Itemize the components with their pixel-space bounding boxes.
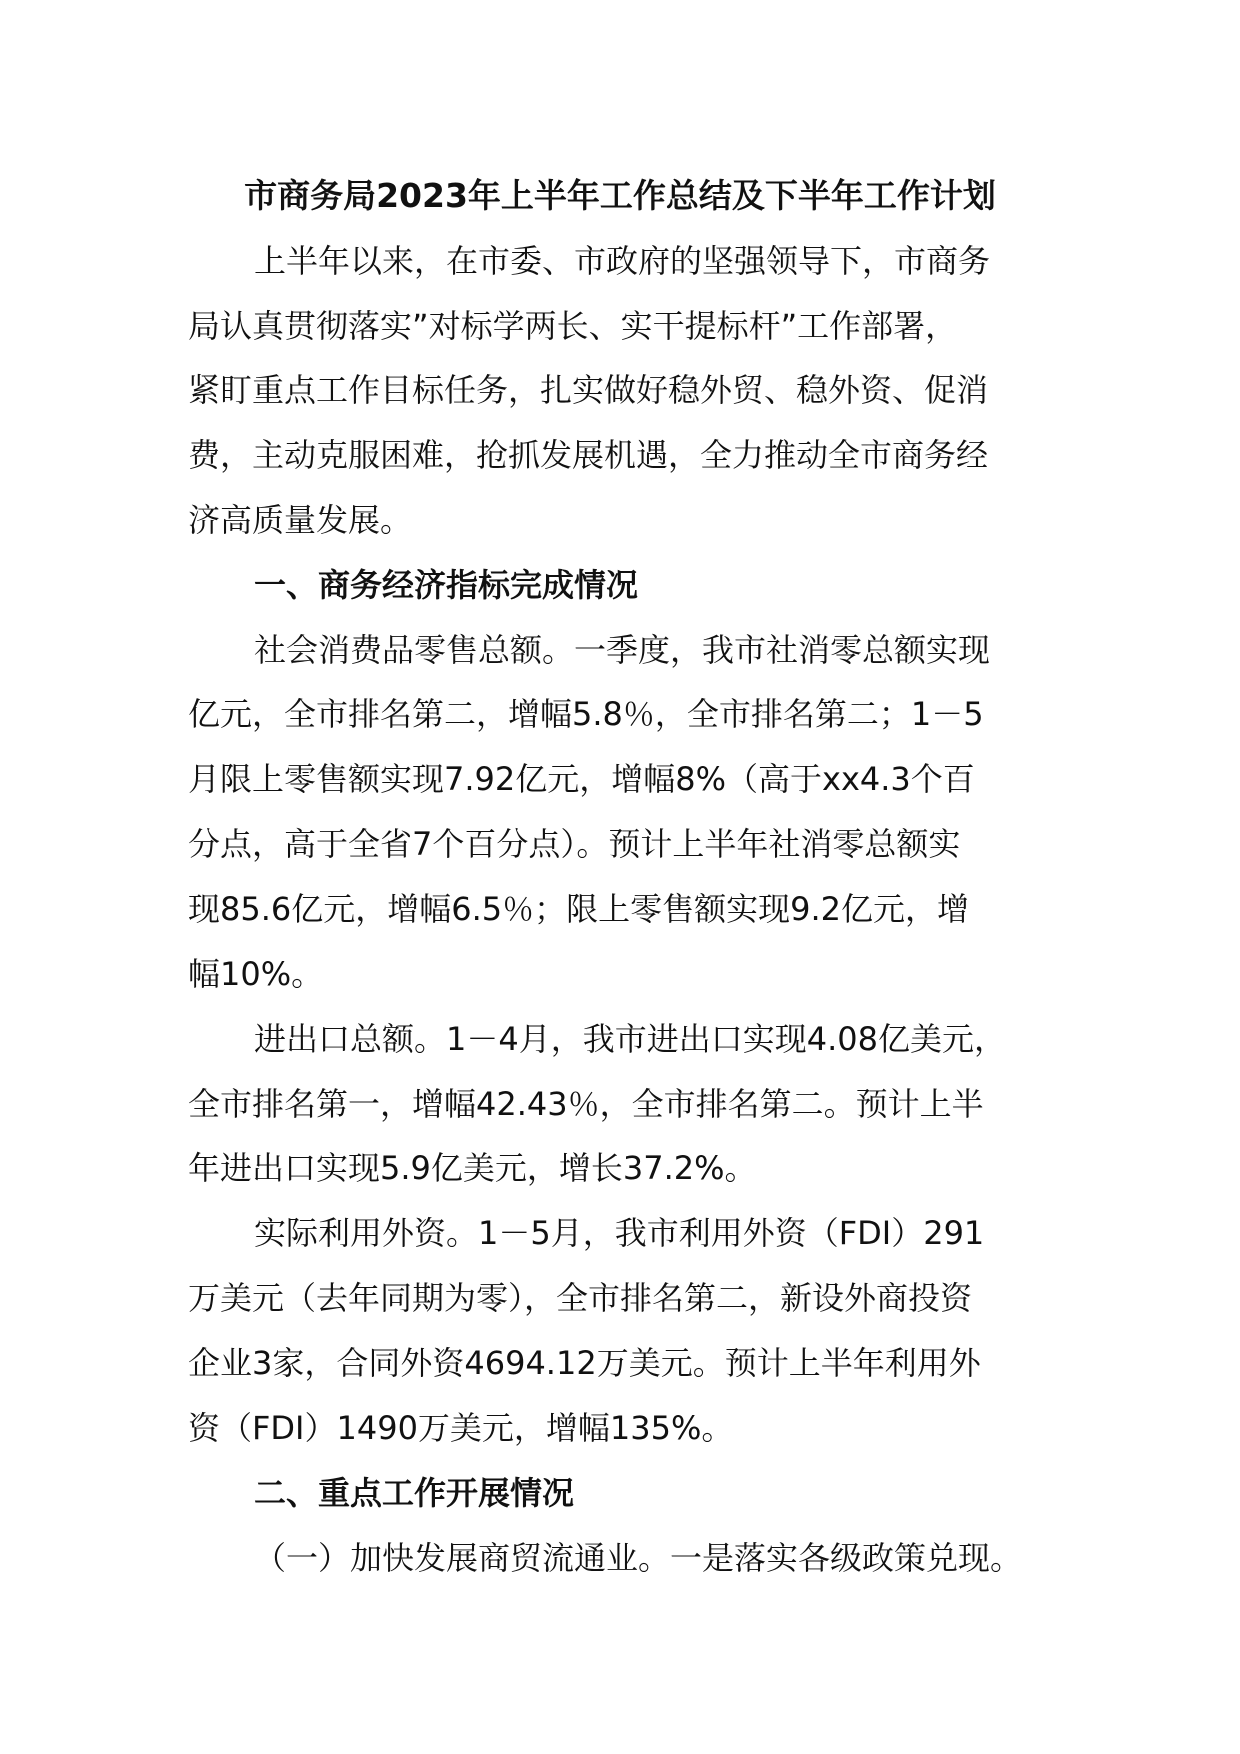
trade-line-2: 全市排名第一，增幅42.43％，全市排名第二。预计上半 bbox=[188, 1085, 984, 1123]
section-heading-2: 二、重点工作开展情况 bbox=[254, 1474, 575, 1512]
fdi-line-4: 资（FDI）1490万美元，增幅135%。 bbox=[188, 1409, 734, 1447]
intro-line-4: 费，主动克服困难，抢抓发展机遇，全力推动全市商务经 bbox=[188, 436, 989, 474]
retail-line-2: 亿元，全市排名第二，增幅5.8％，全市排名第二；1－5 bbox=[188, 695, 984, 733]
fdi-line-1: 实际利用外资。1－5月，我市利用外资（FDI）291 bbox=[254, 1214, 985, 1252]
intro-line-5: 济高质量发展。 bbox=[188, 501, 413, 539]
trade-line-3: 年进出口实现5.9亿美元，增长37.2%。 bbox=[188, 1149, 757, 1187]
subsection-line-1: （一）加快发展商贸流通业。一是落实各级政策兑现。 bbox=[254, 1539, 1023, 1577]
retail-line-6: 幅10%。 bbox=[188, 955, 324, 993]
retail-line-5: 现85.6亿元，增幅6.5％；限上零售额实现9.2亿元，增 bbox=[188, 890, 970, 928]
document-title: 市商务局2023年上半年工作总结及下半年工作计划 bbox=[244, 176, 996, 215]
intro-line-1: 上半年以来，在市委、市政府的坚强领导下，市商务 bbox=[254, 242, 991, 280]
fdi-line-2: 万美元（去年同期为零），全市排名第二，新设外商投资 bbox=[188, 1279, 973, 1317]
intro-line-3: 紧盯重点工作目标任务，扎实做好稳外贸、稳外资、促消 bbox=[188, 371, 989, 409]
retail-line-1: 社会消费品零售总额。一季度，我市社消零总额实现 bbox=[254, 631, 991, 669]
section-heading-1: 一、商务经济指标完成情况 bbox=[254, 566, 639, 604]
retail-line-4: 分点，高于全省7个百分点）。预计上半年社消零总额实 bbox=[188, 825, 961, 863]
intro-line-2: 局认真贯彻落实”对标学两长、实干提标杆”工作部署， bbox=[188, 307, 958, 345]
retail-line-3: 月限上零售额实现7.92亿元，增幅8%（高于xx4.3个百 bbox=[188, 760, 975, 798]
trade-line-1: 进出口总额。1－4月，我市进出口实现4.08亿美元， bbox=[254, 1020, 1006, 1058]
fdi-line-3: 企业3家，合同外资4694.12万美元。预计上半年利用外 bbox=[188, 1344, 981, 1382]
